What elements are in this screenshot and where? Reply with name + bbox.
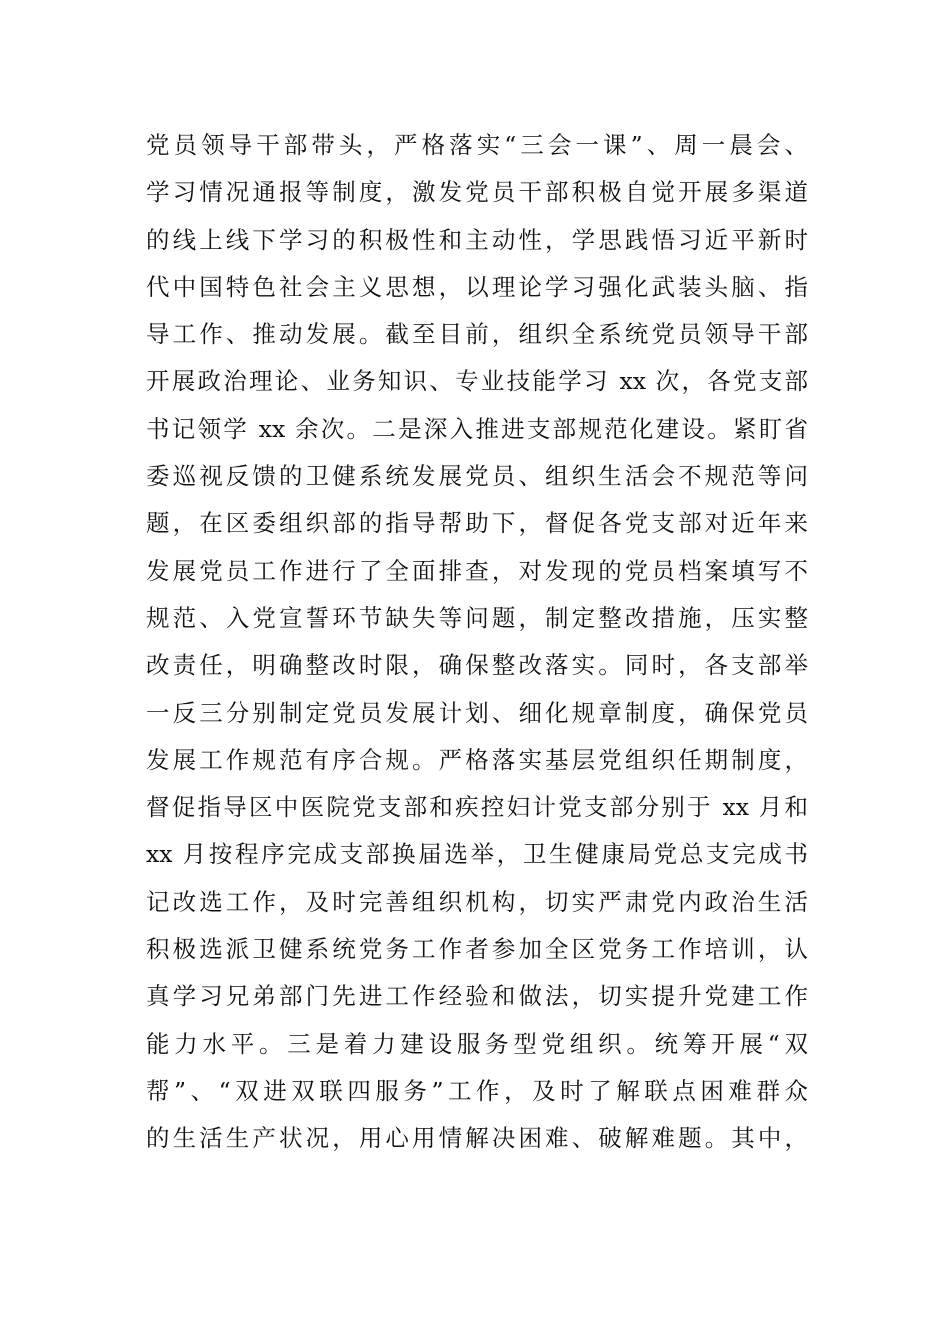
text-line: 帮”、“双进双联四服务”工作，及时了解联点困难群众 [146, 1076, 808, 1105]
text-line: 的线上线下学习的积极性和主动性，学思践悟习近平新时 [146, 225, 808, 254]
body-paragraph [146, 122, 808, 1163]
text-line: 书记领学 xx 余次。二是深入推进支部规范化建设。紧盯省 [146, 414, 808, 443]
text-line: xx 月按程序完成支部换届选举，卫生健康局党总支完成书 [146, 840, 808, 869]
text-line: 导工作、推动发展。截至目前，组织全系统党员领导干部 [146, 320, 808, 349]
text-line: 一反三分别制定党员发展计划、细化规章制度，确保党员 [146, 698, 808, 727]
text-line: 党员领导干部带头，严格落实“三会一课”、周一晨会、 [146, 131, 808, 159]
text-line: 学习情况通报等制度，激发党员干部积极自觉开展多渠道 [146, 178, 808, 207]
text-line: 规范、入党宣誓环节缺失等问题，制定整改措施，压实整 [146, 603, 808, 632]
text-line: 题，在区委组织部的指导帮助下，督促各党支部对近年来 [146, 509, 808, 538]
text-line: 发展党员工作进行了全面排查，对发现的党员档案填写不 [146, 556, 808, 585]
text-line: 能力水平。三是着力建设服务型党组织。统筹开展“双 [146, 1029, 808, 1058]
text-line: 发展工作规范有序合规。严格落实基层党组织任期制度， [146, 745, 808, 774]
text-line: 委巡视反馈的卫健系统发展党员、组织生活会不规范等问 [146, 462, 808, 491]
text-line: 积极选派卫健系统党务工作者参加全区党务工作培训，认 [146, 935, 808, 964]
text-line: 督促指导区中医院党支部和疾控妇计党支部分别于 xx 月和 [146, 793, 808, 822]
text-line: 的生活生产状况，用心用情解决困难、破解难题。其中， [146, 1124, 808, 1153]
text-line: 真学习兄弟部门先进工作经验和做法，切实提升党建工作 [146, 982, 808, 1011]
text-line: 开展政治理论、业务知识、专业技能学习 xx 次，各党支部 [146, 367, 808, 396]
text-line: 记改选工作，及时完善组织机构，切实严肃党内政治生活 [146, 887, 808, 916]
text-line: 改责任，明确整改时限，确保整改落实。同时，各支部举 [146, 651, 808, 680]
text-line: 代中国特色社会主义思想，以理论学习强化武装头脑、指 [146, 272, 808, 301]
